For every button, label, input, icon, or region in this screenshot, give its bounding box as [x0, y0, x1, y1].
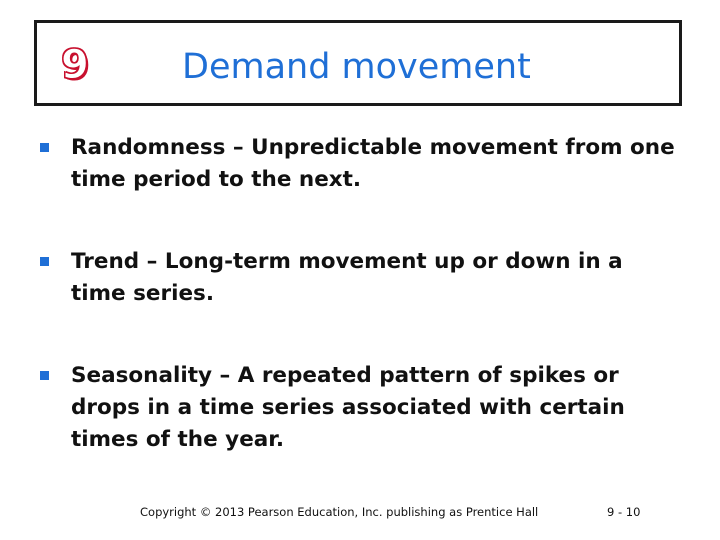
bullet-text: Trend – Long-term movement up or down in a time series.	[71, 249, 623, 306]
chapter-number: 9	[61, 42, 89, 88]
bullet-item-randomness	[40, 132, 680, 196]
title-box	[34, 20, 682, 106]
square-bullet-icon	[40, 257, 49, 266]
bullet-text: Seasonality – A repeated pattern of spikes or drops in a time series associated with certain times of the year.	[71, 363, 625, 452]
footer-page-number: 9 - 10	[607, 505, 641, 519]
bullet-item-trend	[40, 246, 680, 310]
bullet-item-seasonality	[40, 360, 680, 456]
square-bullet-icon	[40, 371, 49, 380]
bullet-text: Randomness – Unpredictable movement from one time period to the next.	[71, 135, 675, 192]
square-bullet-icon	[40, 143, 49, 152]
slide-title: Demand movement	[182, 47, 531, 87]
footer-copyright: Copyright © 2013 Pearson Education, Inc. publishing as Prentice Hall	[140, 505, 539, 519]
